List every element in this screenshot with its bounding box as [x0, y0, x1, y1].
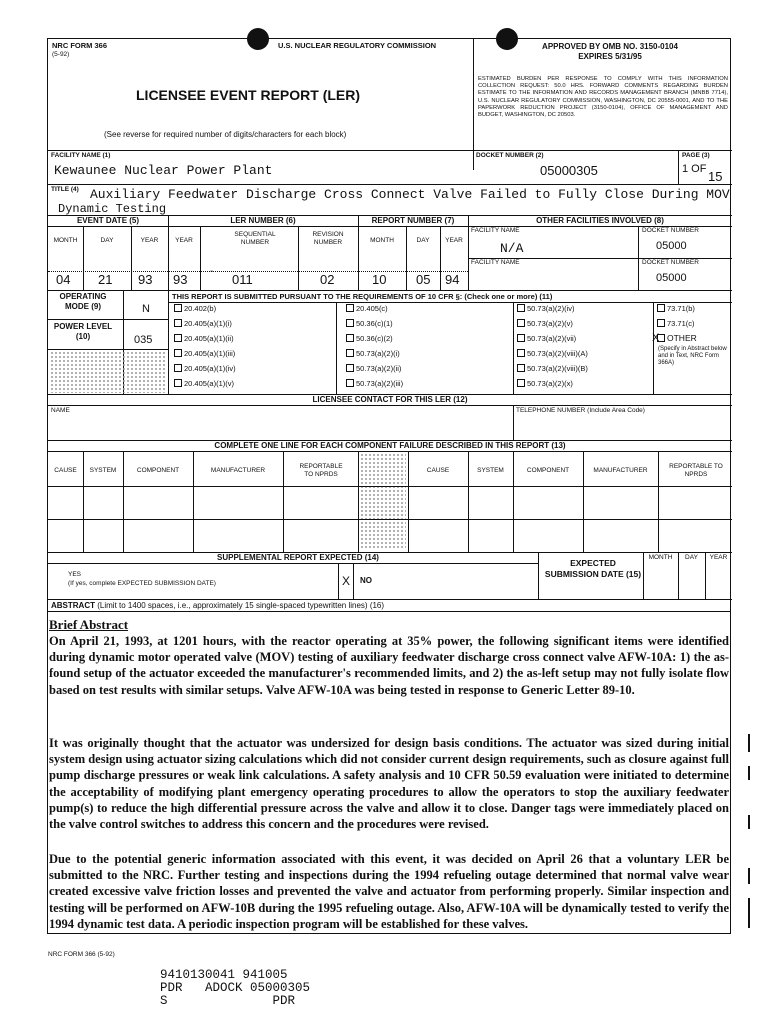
- other-facilities-label: OTHER FACILITIES INVOLVED (8): [536, 216, 664, 225]
- title-line-2: Dynamic Testing: [58, 202, 167, 216]
- cfr-50-36c1[interactable]: 50.36(c)(1): [346, 319, 393, 328]
- cfr-20-402b[interactable]: 20.402(b): [174, 304, 216, 313]
- expected-submission-label: EXPECTED SUBMISSION DATE (15): [544, 558, 642, 579]
- abstract-paragraph-3: Due to the potential generic information associated with this event, it was decided on April 26 that a voluntary LER be submitted to the NRC. Further testing and inspections during the 1994 refueling outage determined that normal valve wear created excessive valve friction losses and prevented the valve and actuator from performing properly. Similar inspection and testing will be performed on AFW-10B during the 1995 refueling outage. Also, AFW-10A will be dynamically tested to verify the 1994 dynamic test data. A periodic inspection program will be established for these valves.: [49, 852, 729, 931]
- component-failure-label: COMPLETE ONE LINE FOR EACH COMPONENT FAILURE DESCRIBED IN THIS REPORT (13): [214, 441, 566, 450]
- event-day-value: 21: [98, 272, 113, 287]
- page-total: 15: [708, 169, 723, 184]
- event-month-header: MONTH: [53, 237, 78, 244]
- burden-statement: ESTIMATED BURDEN PER RESPONSE TO COMPLY WITH THIS INFORMATION COLLECTION REQUEST: 50.0 HRS. FORWARD COMMENTS REGARDING BURDEN ESTIMATE TO THE INFORMATION AND RECORDS MANAGEMENT BRANCH (MNBB 7714), U.S. NUCLEAR REGULATORY COMMISSION, WASHINGTON, DC 20555-0001, AND TO THE PAPERWORK REDUCTION PROJECT (3150-0104), OFFICE OF MANAGEMENT AND BUDGET, WASHINGTON, DC 20503.: [478, 76, 728, 119]
- cfr-other-checkmark: X: [652, 332, 660, 344]
- change-bar-2: [748, 766, 750, 780]
- abstract-heading: Brief Abstract: [49, 617, 129, 632]
- cfr-20-405a1v[interactable]: 20.405(a)(1)(v): [174, 379, 234, 388]
- component-reportable-header: REPORTABLE TO NPRDS: [299, 463, 343, 478]
- title-line-1: Auxiliary Feedwater Discharge Cross Connect Valve Failed to Fully Close During MOV: [90, 187, 730, 202]
- cfr-50-73a2i[interactable]: 50.73(a)(2)(i): [346, 349, 400, 358]
- report-month-header: MONTH: [370, 237, 394, 244]
- cfr-50-73a2ii[interactable]: 50.73(a)(2)(ii): [346, 364, 401, 373]
- ler-sequential-header: SEQUENTIAL NUMBER: [234, 231, 276, 246]
- other-facility-name-label-2: FACILITY NAME: [471, 259, 520, 266]
- component-component-header: COMPONENT: [136, 467, 180, 474]
- other-facility-name-label-1: FACILITY NAME: [471, 227, 520, 234]
- report-number-label: REPORT NUMBER (7): [371, 216, 455, 225]
- supplemental-yes-label: YES: [68, 571, 82, 578]
- cfr-other-checkbox[interactable]: OTHER: [657, 334, 697, 343]
- footer-stamp-line-2: PDR ADOCK 05000305: [160, 981, 311, 995]
- supplemental-no-label: NO: [360, 576, 372, 585]
- cfr-50-73a2v[interactable]: 50.73(a)(2)(v): [517, 319, 573, 328]
- form-title: LICENSEE EVENT REPORT (LER): [136, 87, 361, 103]
- power-level-value: 035: [134, 334, 153, 346]
- report-day-header: DAY: [416, 237, 430, 244]
- cfr-50-73a2x[interactable]: 50.73(a)(2)(x): [517, 379, 573, 388]
- facility-name-label: FACILITY NAME (1): [51, 152, 111, 159]
- omb-approval: APPROVED BY OMB NO. 3150-0104: [542, 42, 678, 51]
- abstract-paragraph-2: It was originally thought that the actuator was undersized for design basis conditions. The actuator was sized during initial system design using actuator sizing calculations which did not consider current design requirements, such as closure against full pump discharge pressures or weak link calculations. A safety analysis and 10 CFR 50.59 evaluation were initiated to determine the acceptability of modifying plant emergency operating procedures to allow the operators to stop the auxiliary feedwater pump(s) to reduce the high differential pressure across the valve and allow it to close. Danger tags were immediately placed on the valve control switches to address this concern and the procedures were revised.: [49, 736, 729, 832]
- page-label: PAGE (3): [682, 152, 710, 159]
- cfr-20-405c[interactable]: 20.405(c): [346, 304, 388, 313]
- cfr-20-405a1iii[interactable]: 20.405(a)(1)(iii): [174, 349, 235, 358]
- page-value: 1 OF: [682, 163, 707, 175]
- supplemental-report-label: SUPPLEMENTAL REPORT EXPECTED (14): [217, 553, 379, 562]
- supplemental-yes-note: (If yes, complete EXPECTED SUBMISSION DATE): [68, 580, 216, 587]
- cfr-50-73a2iii[interactable]: 50.73(a)(2)(iii): [346, 379, 403, 388]
- contact-phone-label: TELEPHONE NUMBER (Include Area Code): [516, 407, 645, 414]
- reverse-note: (See reverse for required number of digits/characters for each block): [104, 130, 347, 139]
- ler-revision-header: REVISION NUMBER: [312, 231, 344, 246]
- operating-mode-label: OPERATING MODE (9): [59, 292, 107, 311]
- agency-name: U.S. NUCLEAR REGULATORY COMMISSION: [278, 41, 437, 50]
- footer-form-number: NRC FORM 366 (5-92): [48, 951, 115, 958]
- expected-month-header: MONTH: [648, 554, 673, 561]
- submitted-pursuant-label: THIS REPORT IS SUBMITTED PURSUANT TO THE REQUIREMENTS OF 10 CFR §: (Check one or more) (11): [172, 292, 553, 301]
- cfr-50-73a2viiiB[interactable]: 50.73(a)(2)(viii)(B): [517, 364, 588, 373]
- other-docket-label-1: DOCKET NUMBER: [642, 227, 699, 234]
- abstract-box: [47, 612, 731, 934]
- component-cause-header: CAUSE: [54, 467, 77, 474]
- other-docket-1: 05000: [656, 240, 687, 252]
- component-component-header-2: COMPONENT: [526, 467, 570, 474]
- expected-day-header: DAY: [685, 554, 698, 561]
- abstract-paragraph-1: On April 21, 1993, at 1201 hours, with the reactor operating at 35% power, the following significant items were identified during dynamic motor operated valve (MOV) testing of auxiliary feedwater discharge cross connect valve AFW-10A: 1) the as-found setup of the actuator exceeded the manufacturer's recommended limits, and 2) the as-left setup may not fully isolate flow based on test results with similar setups. Valve AFW-10A was being tested in response to Generic Letter 89-10.: [49, 634, 729, 697]
- cfr-20-405a1ii[interactable]: 20.405(a)(1)(ii): [174, 334, 234, 343]
- event-day-header: DAY: [100, 237, 114, 244]
- docket-number-label: DOCKET NUMBER (2): [476, 152, 544, 159]
- report-day-value: 05: [416, 272, 431, 287]
- contact-name-label: NAME: [51, 407, 70, 414]
- event-year-value: 93: [138, 272, 153, 287]
- cfr-50-73a2viiiA[interactable]: 50.73(a)(2)(viii)(A): [517, 349, 588, 358]
- report-year-value: 94: [445, 272, 460, 287]
- facility-name-value: Kewaunee Nuclear Power Plant: [54, 163, 273, 178]
- ler-dash: -: [210, 266, 214, 277]
- expected-year-header: YEAR: [709, 554, 728, 561]
- report-month-value: 10: [372, 272, 387, 287]
- ler-revision-value: 02: [320, 272, 335, 287]
- ler-year-header: YEAR: [175, 237, 193, 244]
- cfr-73-71c[interactable]: 73.71(c): [657, 319, 695, 328]
- ler-year-value: 93: [173, 272, 188, 287]
- component-reportable-header-2: REPORTABLE TO NPRDS: [669, 463, 723, 478]
- change-bar-1: [748, 734, 750, 752]
- ler-form: [47, 38, 731, 612]
- event-date-label: EVENT DATE (5): [76, 216, 140, 225]
- cfr-50-73a2iv[interactable]: 50.73(a)(2)(iv): [517, 304, 575, 313]
- other-specify-note: (Specify in Abstract below and in Text, NRC Form 366A): [658, 346, 727, 367]
- component-system-header: SYSTEM: [89, 467, 117, 474]
- operating-mode-value: N: [142, 303, 150, 315]
- component-cause-header-2: CAUSE: [426, 467, 450, 474]
- event-year-header: YEAR: [140, 237, 159, 244]
- power-level-label: POWER LEVEL (10): [53, 322, 113, 341]
- expiry-date: EXPIRES 5/31/95: [578, 52, 642, 61]
- other-docket-2: 05000: [656, 272, 687, 284]
- other-docket-label-2: DOCKET NUMBER: [642, 259, 699, 266]
- change-bar-3: [748, 815, 750, 829]
- component-manufacturer-header-2: MANUFACTURER: [593, 467, 648, 474]
- change-bar-4: [748, 868, 750, 884]
- abstract-label-line: ABSTRACT (Limit to 1400 spaces, i.e., approximately 15 single-spaced typewritten lines) (16): [51, 601, 385, 610]
- cfr-20-405a1i[interactable]: 20.405(a)(1)(i): [174, 319, 232, 328]
- cfr-50-73a2vii[interactable]: 50.73(a)(2)(vii): [517, 334, 576, 343]
- form-revision: (5-92): [52, 51, 70, 58]
- component-manufacturer-header: MANUFACTURER: [210, 467, 266, 474]
- title-label: TITLE (4): [51, 186, 79, 193]
- event-month-value: 04: [56, 272, 71, 287]
- cfr-73-71b[interactable]: 73.71(b): [657, 304, 695, 313]
- change-bar-5: [748, 898, 750, 928]
- footer-stamp-line-3: S PDR: [160, 994, 296, 1008]
- cfr-50-36c2[interactable]: 50.36(c)(2): [346, 334, 393, 343]
- supplemental-no-mark[interactable]: X: [342, 574, 351, 588]
- ler-number-label: LER NUMBER (6): [230, 216, 296, 225]
- licensee-contact-label: LICENSEE CONTACT FOR THIS LER (12): [312, 395, 468, 404]
- ler-sequential-value: 011: [232, 272, 253, 287]
- cfr-20-405a1iv[interactable]: 20.405(a)(1)(iv): [174, 364, 236, 373]
- docket-number-value: 05000305: [540, 163, 598, 178]
- component-system-header-2: SYSTEM: [477, 467, 504, 474]
- form-number: NRC FORM 366: [52, 41, 108, 50]
- other-facility-name-1: N/A: [500, 241, 524, 256]
- footer-stamp-line-1: 9410130041 941005: [160, 968, 288, 982]
- report-year-header: YEAR: [445, 237, 463, 244]
